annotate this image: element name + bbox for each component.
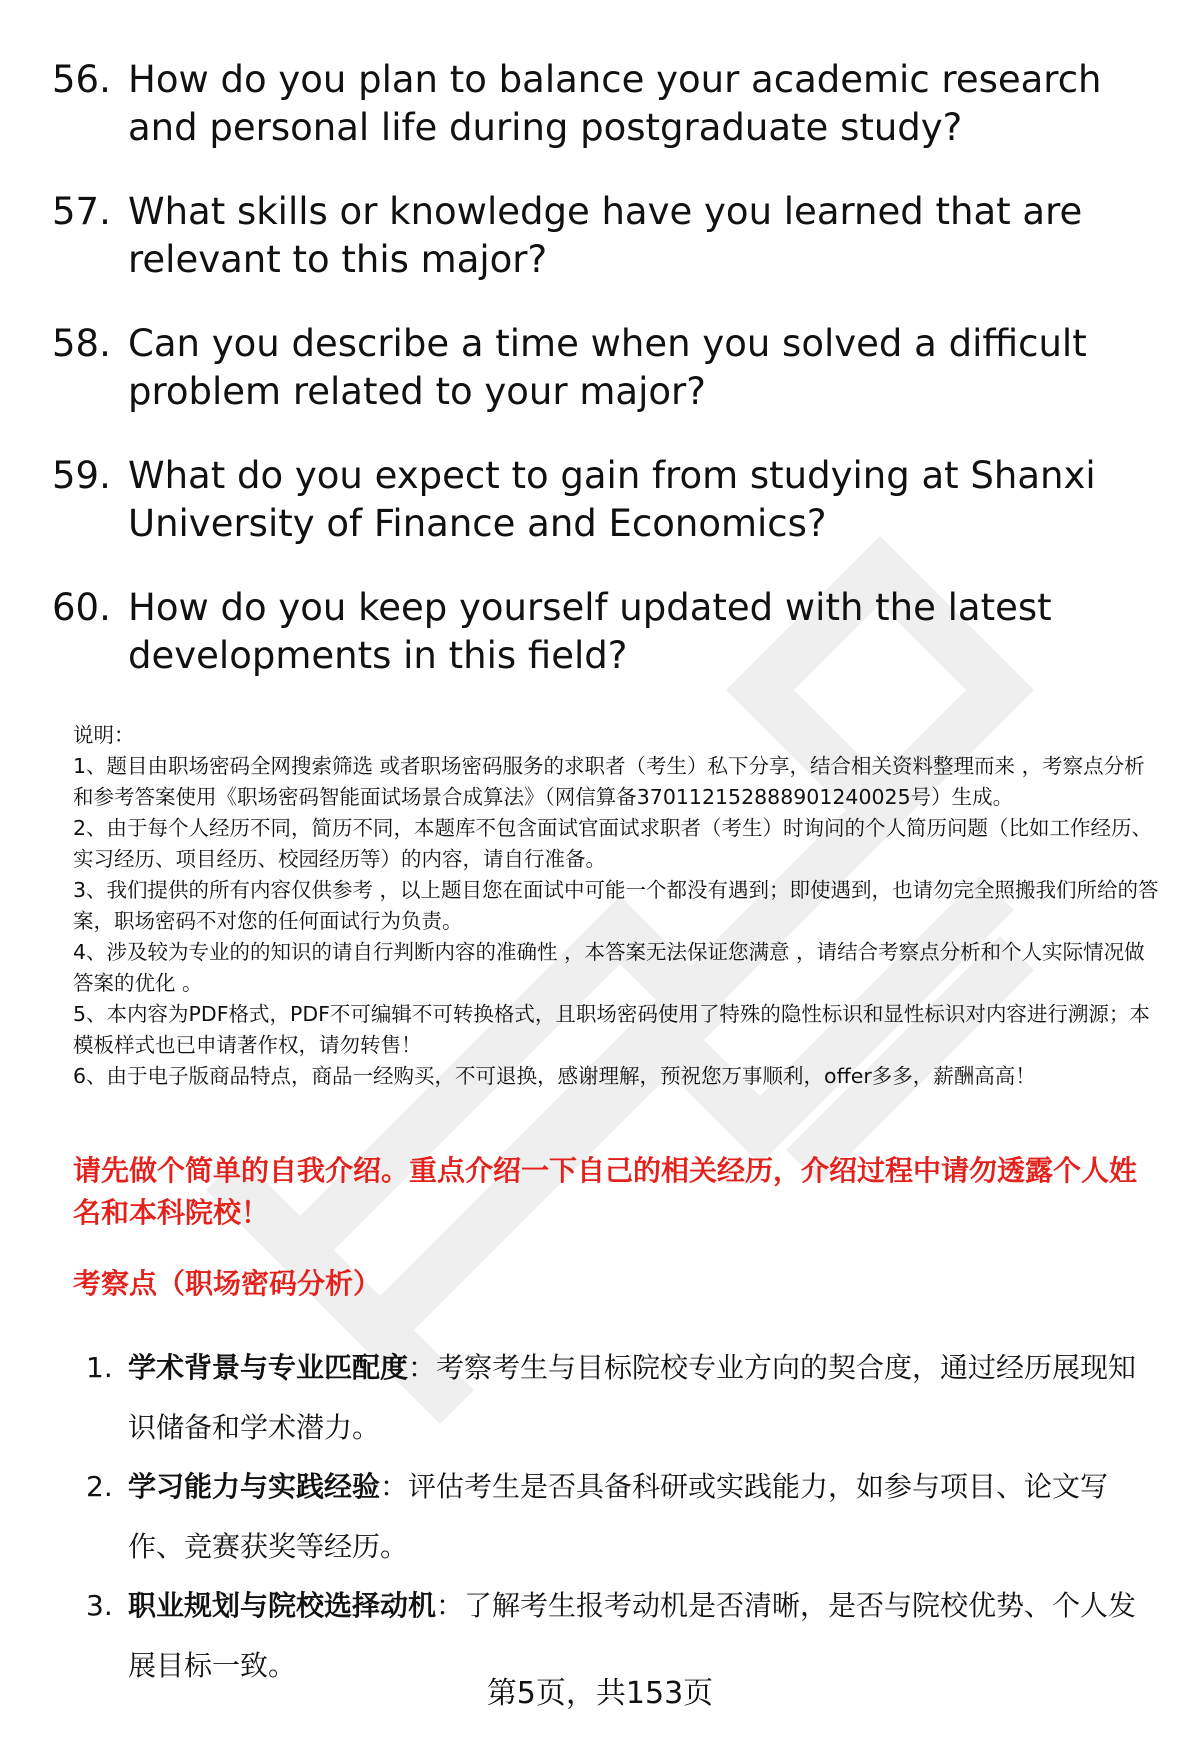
interview-question: 请先做个简单的自我介绍。重点介绍一下自己的相关经历，介绍过程中请勿透露个人姓名和本科院校！ [73,1154,1138,1229]
question-text: What skills or knowledge have you learned that are relevant to this major? [128,190,1083,281]
note-item: 6、由于电子版商品特点，商品一经购买，不可退换，感谢理解，预祝您万事顺利，offer多多，薪酬高高！ [73,1064,1036,1088]
point-text: ：评估考生是否具备科研或实践能力，如参与项目、论文写作、竞赛获奖等经历。 [128,1470,1109,1563]
question-text: How do you keep yourself updated with the latest developments in this field? [128,586,1052,677]
evaluation-point [0,1338,1200,1457]
question-text: How do you plan to balance your academic research and personal life during postgraduate study? [128,58,1102,149]
point-number: 2. [86,1470,113,1503]
note-item: 3、我们提供的所有内容仅供参考 ，以上题目您在面试中可能一个都没有遇到；即使遇到，也请勿完全照搬我们所给的答案，职场密码不对您的任何面试行为负责。 [73,878,1159,933]
question-number: 58. [52,322,111,365]
question-list [0,56,1200,716]
section-title: 考察点（职场密码分析） [73,1267,382,1300]
point-body [128,1457,1148,1577]
point-title: 职业规划与院校选择动机 [128,1589,437,1622]
note-item: 5、本内容为PDF格式，PDF不可编辑不可转换格式，且职场密码使用了特殊的隐性标识和显性标识对内容进行溯源；本模板样式也已申请著作权，请勿转售！ [73,1002,1150,1057]
point-text: ：了解考生报考动机是否清晰，是否与院校优势、个人发展目标一致。 [128,1589,1137,1682]
question-item [0,188,1200,320]
page-footer: 第5页，共153页 [486,1676,714,1711]
question-text: What do you expect to gain from studying at Shanxi University of Finance and Economics? [128,454,1096,545]
evaluation-points [0,1338,1200,1695]
question-number: 57. [52,190,111,233]
note-item: 2、由于每个人经历不同，简历不同，本题库不包含面试官面试求职者（考生）时询问的个人简历问题（比如工作经历、实习经历、项目经历、校园经历等）的内容，请自行准备。 [73,816,1153,871]
question-number: 60. [52,586,111,629]
question-item [0,320,1200,452]
note-item: 4、涉及较为专业的的知识的请自行判断内容的准确性 ，本答案无法保证您满意 ，请结合考察点分析和个人实际情况做答案的优化 。 [73,940,1145,995]
point-body [128,1338,1148,1458]
notes-heading: 说明： [73,723,135,747]
question-item [0,584,1200,716]
point-text: ：考察考生与目标院校专业方向的契合度，通过经历展现知识储备和学术潜力。 [128,1351,1137,1444]
question-number: 59. [52,454,111,497]
point-number: 1. [86,1351,113,1384]
point-title: 学术背景与专业匹配度 [128,1351,409,1384]
evaluation-point [0,1457,1200,1576]
notes-section [73,720,1163,1092]
question-number: 56. [52,58,111,101]
question-item [0,56,1200,188]
note-item: 1、题目由职场密码全网搜索筛选 或者职场密码服务的求职者（考生）私下分享，结合相关资料整理而来 ，考察点分析和参考答案使用《职场密码智能面试场景合成算法》（网信算备370112152888901240025号）生成。 [73,754,1145,809]
point-title: 学习能力与实践经验 [128,1470,381,1503]
point-number: 3. [86,1589,113,1622]
question-item [0,452,1200,584]
question-text: Can you describe a time when you solved a difficult problem related to your major? [128,322,1087,413]
